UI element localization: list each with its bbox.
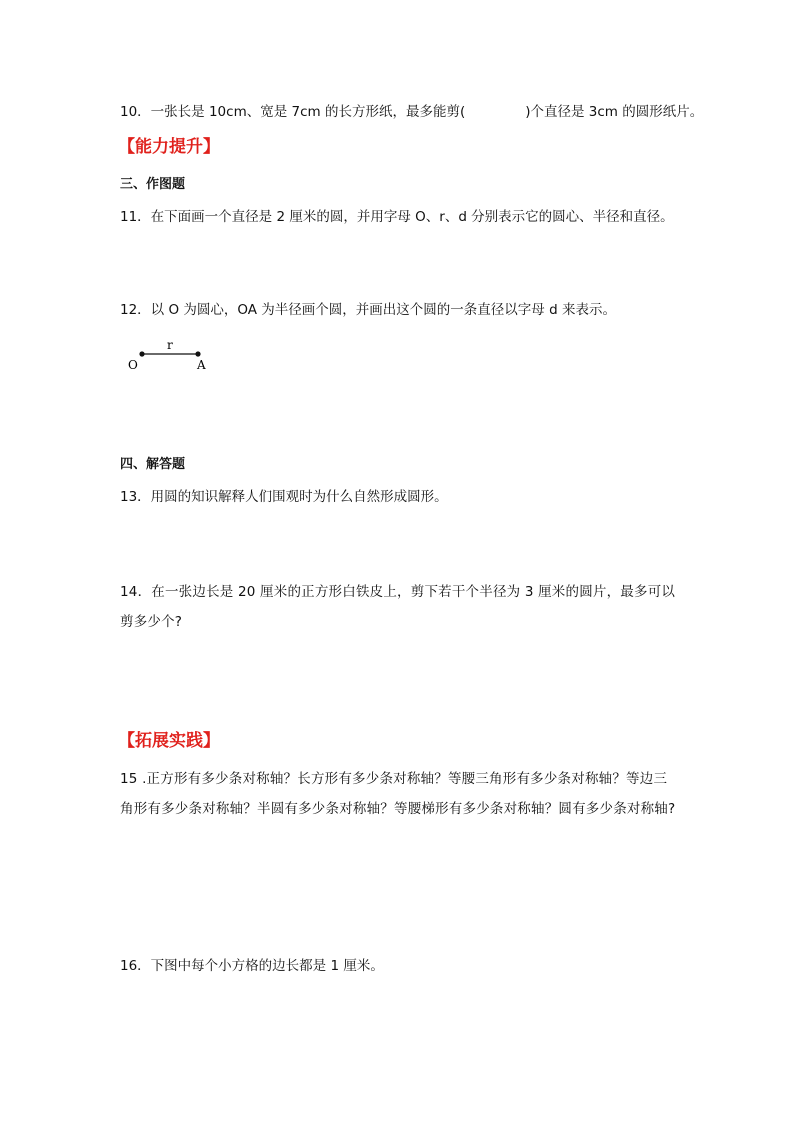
- question-13: 13．用圆的知识解释人们围观时为什么自然形成圆形。: [120, 489, 448, 505]
- heading-expansion-practice: 【拓展实践】: [118, 731, 220, 751]
- question-11: 11．在下面画一个直径是 2 厘米的圆，并用字母 O、r、d 分别表示它的圆心、半径和直径。: [120, 209, 674, 225]
- center-point: [139, 351, 144, 356]
- center-label: O: [128, 358, 138, 372]
- question-10-text-after: )个直径是 3cm 的圆形纸片。: [525, 104, 704, 120]
- end-label: A: [197, 358, 206, 372]
- radius-figure: [124, 338, 224, 378]
- section-drawing-questions: 三、作图题: [120, 177, 186, 192]
- question-12: 12．以 O 为圆心，OA 为半径画个圆，并画出这个圆的一条直径以字母 d 来表示。: [120, 302, 616, 318]
- radius-label: r: [167, 338, 173, 352]
- question-14: 14．在一张边长是 20 厘米的正方形白铁皮上，剪下若干个半径为 3 厘米的圆片，最多可以剪多少个?: [120, 584, 676, 630]
- end-point: [195, 351, 200, 356]
- question-15: 15 .正方形有多少条对称轴？长方形有多少条对称轴？等腰三角形有多少条对称轴？等边三角形有多少条对称轴？半圆有多少条对称轴？等腰梯形有多少条对称轴？圆有多少条对称轴?: [120, 771, 676, 817]
- section-answer-questions: 四、解答题: [120, 457, 186, 472]
- question-16: 16．下图中每个小方格的边长都是 1 厘米。: [120, 958, 384, 974]
- question-10: [120, 102, 703, 122]
- question-10-text-before: 10．一张长是 10cm、宽是 7cm 的长方形纸，最多能剪(: [120, 104, 466, 120]
- heading-ability-improvement: 【能力提升】: [118, 137, 220, 157]
